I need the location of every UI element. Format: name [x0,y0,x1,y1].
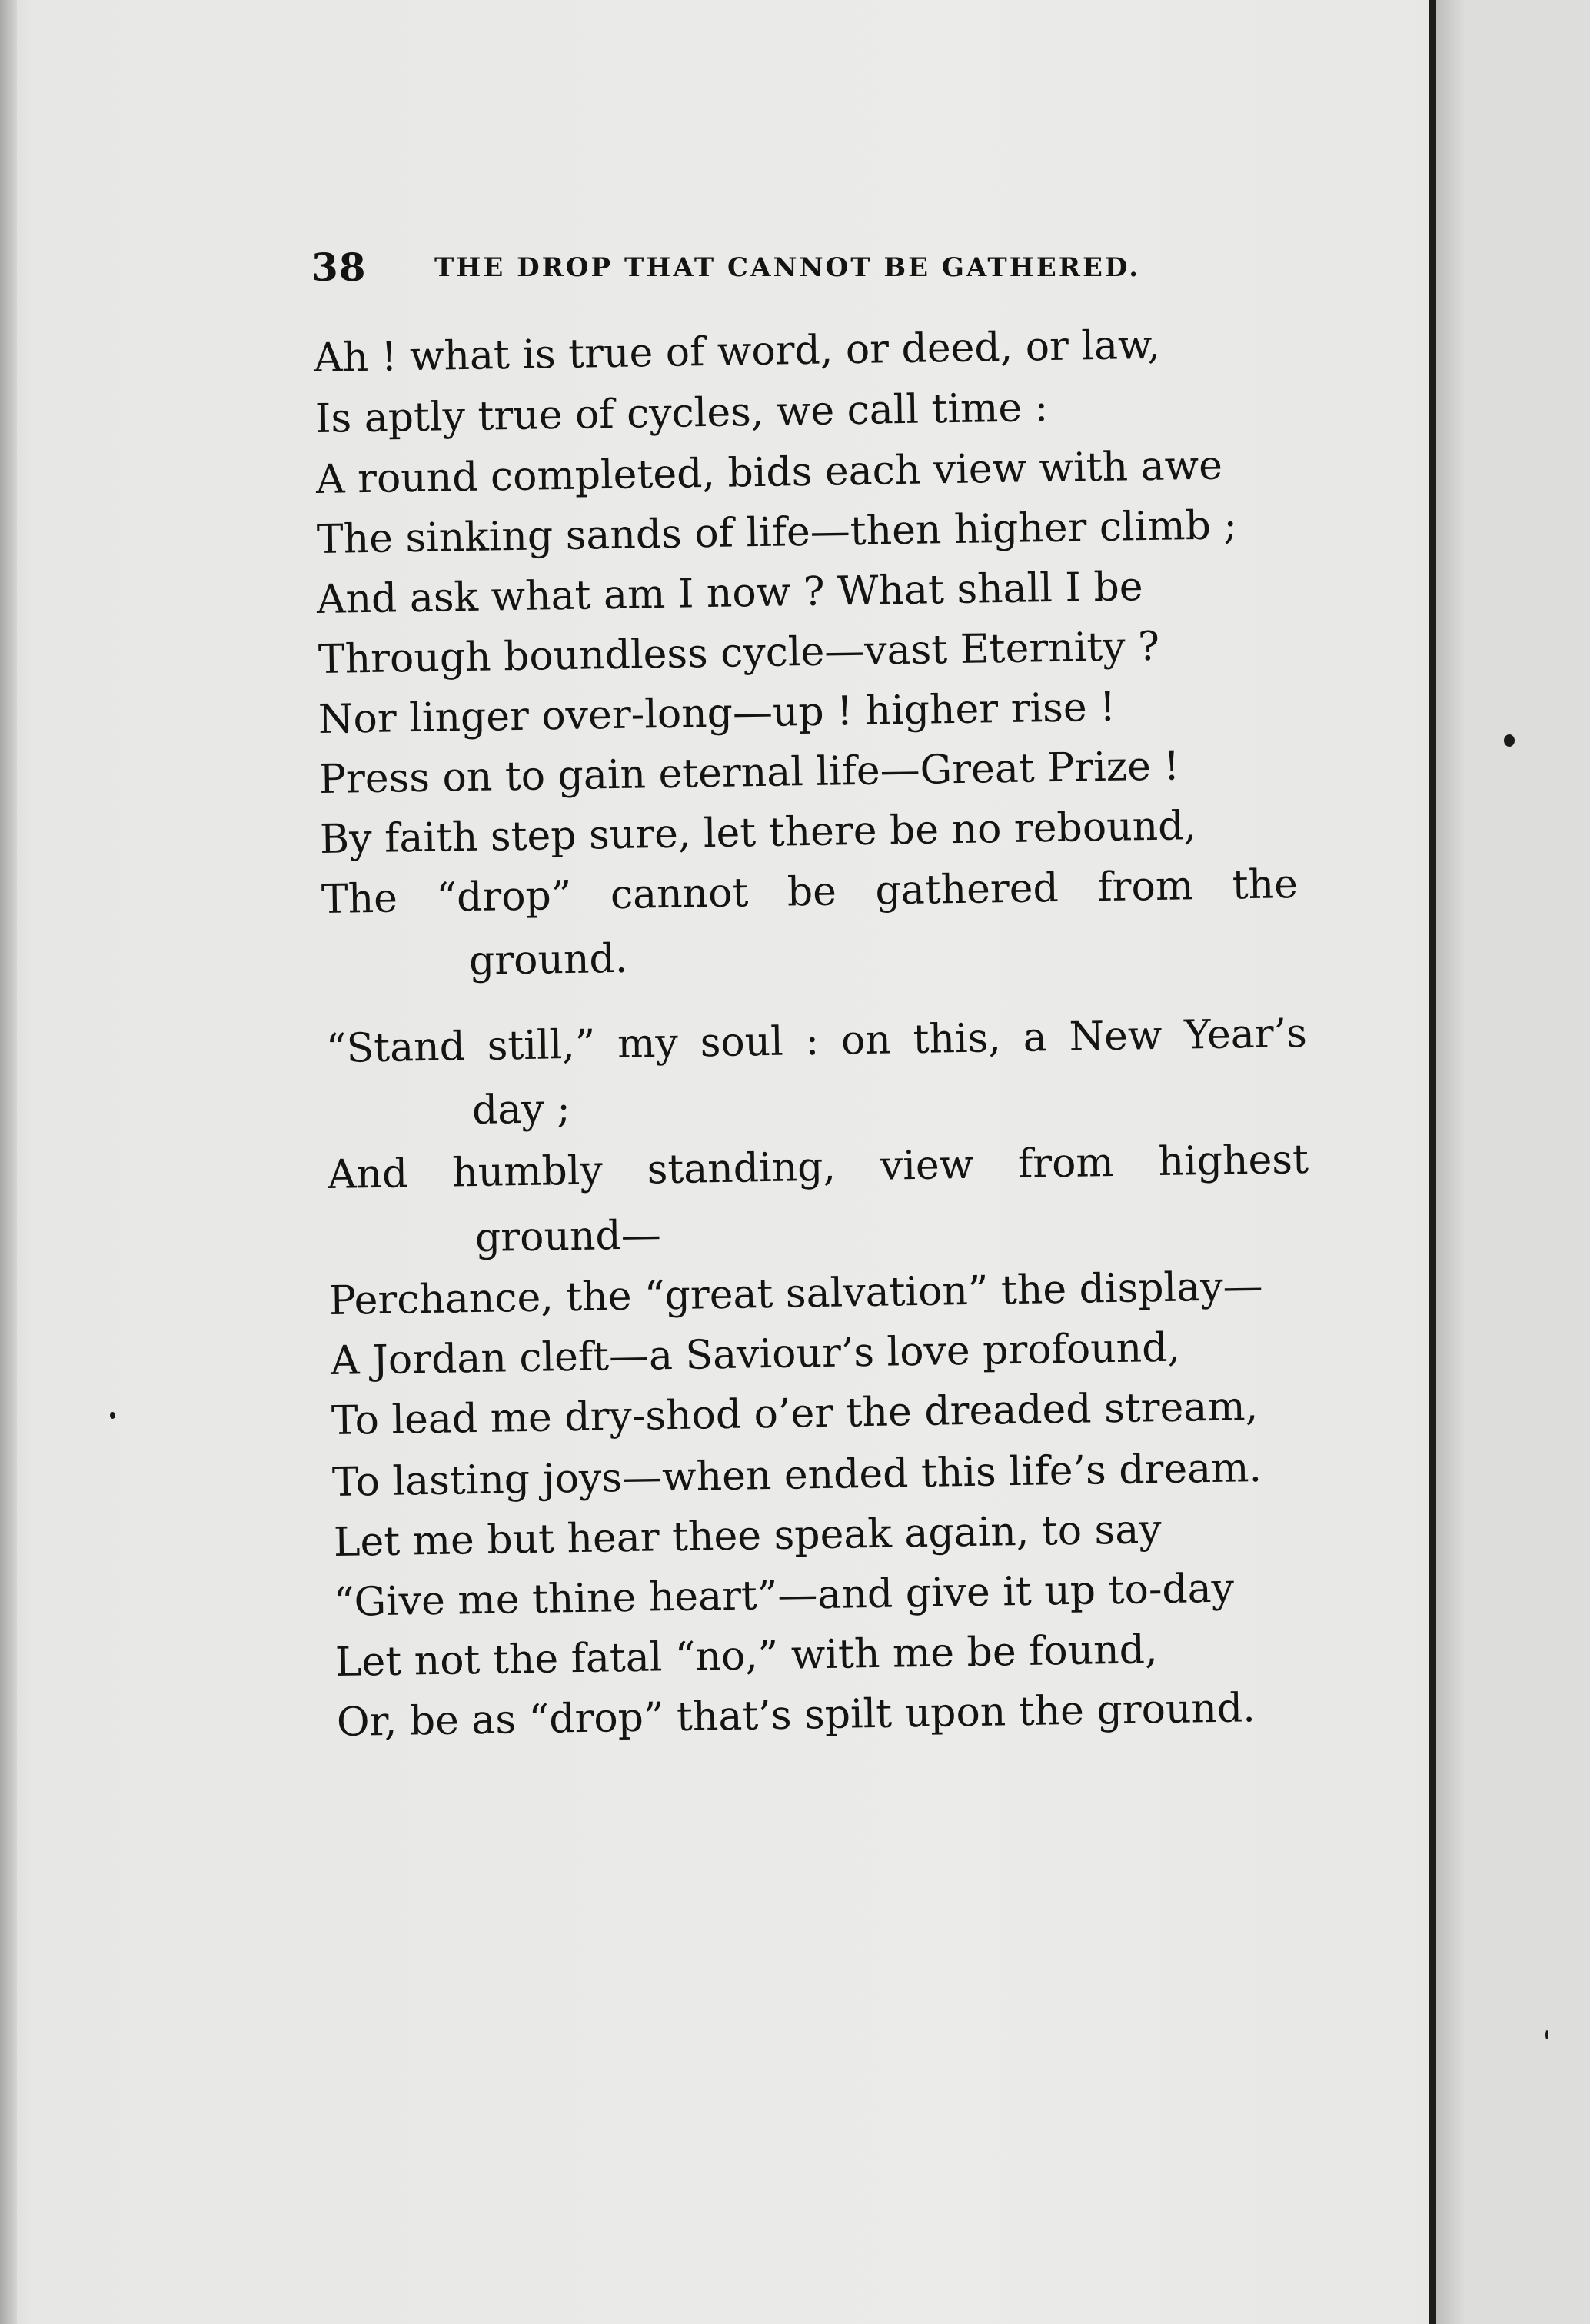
poem-line-continuation: day ; [471,1085,571,1134]
poem-line: Let me but hear thee speak again, to say [333,1507,1163,1566]
poem-line: A Jordan cleft—a Saviour’s love profound, [330,1324,1181,1384]
poem-line: Is aptly true of cycles, we call time : [314,385,1049,442]
poem-line: To lead me dry-shod o’er the dreaded stream, [331,1383,1259,1444]
page-number: 38 [311,245,367,290]
poem-line: Ah ! what is true of word, or deed, or law, [313,321,1161,381]
poem-line: Nor linger over-long—up ! higher rise ! [318,684,1116,743]
poem-line: To lasting joys—when ended this life’s dream. [331,1445,1262,1506]
poem-line: “Stand still,” my soul : on this, a New Year’s [325,1010,1308,1072]
running-head: THE DROP THAT CANNOT BE GATHERED. [434,252,1141,283]
poem-line: Press on to gain eternal life—Great Prize ! [318,743,1180,803]
page-left-edge [0,0,17,2324]
ink-speck [1504,734,1515,747]
poem-line: “Give me thine heart”—and give it up to-day [333,1565,1235,1626]
ink-speck [110,1412,115,1419]
poem-line: By faith step sure, let there be no rebound, [319,803,1197,863]
page-header [311,245,1280,291]
poem-line: Perchance, the “great salvation” the display— [328,1263,1264,1324]
poem-line: The sinking sands of life—then higher climb ; [316,502,1238,563]
poem-line: The “drop” cannot be gathered from the [321,861,1299,923]
poem-line: Or, be as “drop” that’s spilt upon the ground. [336,1685,1256,1746]
poem-line: And humbly standing, view from highest [327,1136,1309,1198]
poem-line-continuation: ground. [468,935,628,984]
facing-page-edge [1467,0,1590,2324]
poem-line: A round completed, bids each view with awe [315,442,1223,503]
poem-line: Through boundless cycle—vast Eternity ? [318,623,1160,683]
poem-line: Let not the fatal “no,” with me be found, [334,1626,1158,1686]
binding-line [1429,0,1436,2324]
binding-shadow [1436,0,1467,2324]
ink-speck [1545,2030,1548,2039]
poem-line: And ask what am I now ? What shall I be [316,564,1143,623]
poem-line-continuation: ground— [474,1212,662,1261]
